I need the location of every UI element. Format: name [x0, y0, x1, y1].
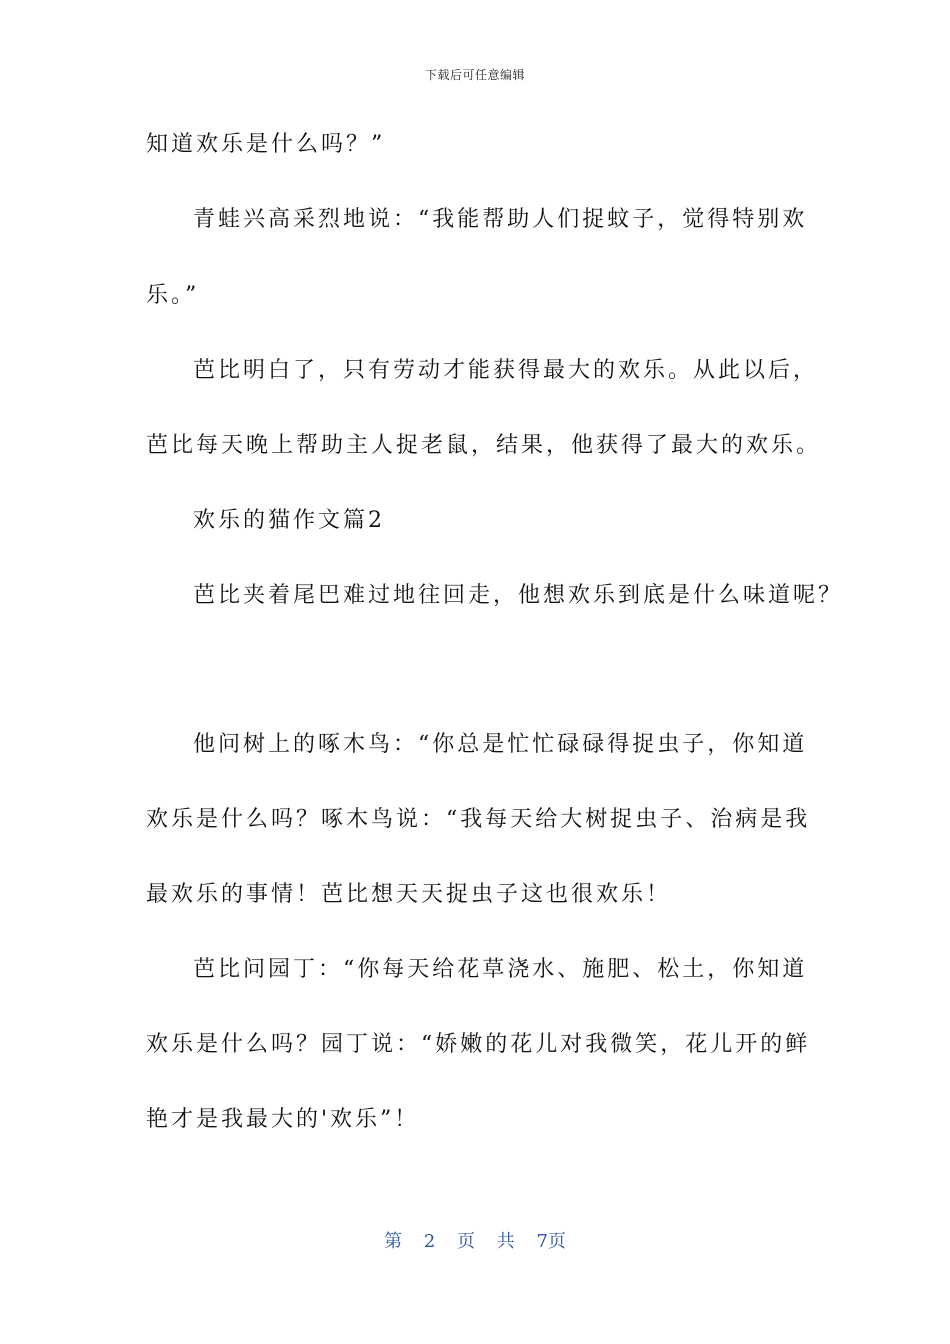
text-line: 最欢乐的事情！芭比想天天捉虫子这也很欢乐！ [146, 882, 672, 907]
text-line: 艳才是我最大的'欢乐”！ [146, 1107, 420, 1132]
text-line: 他问树上的啄木鸟：“你总是忙忙碌碌得捉虫子，你知道 [193, 732, 808, 757]
text-line: 芭比每天晚上帮助主人捉老鼠，结果，他获得了最大的欢乐。 [146, 433, 822, 458]
text-line: 欢乐是什么吗？啄木鸟说：“我每天给大树捉虫子、治病是我 [146, 807, 811, 832]
text-line: 知道欢乐是什么吗？” [146, 132, 386, 157]
footer-label-gong: 共 [496, 1231, 515, 1252]
text-line: 欢乐是什么吗？园丁说：“娇嫩的花儿对我微笑，花儿开的鲜 [146, 1032, 811, 1057]
text-line: 芭比问园丁：“你每天给花草浇水、施肥、松土，你知道 [193, 957, 808, 982]
text-line: 乐。” [146, 283, 200, 308]
text-line: 青蛙兴高采烈地说：“我能帮助人们捉蚊子，觉得特别欢 [193, 207, 808, 232]
text-line: 芭比夹着尾巴难过地往回走，他想欢乐到底是什么味道呢？ [193, 583, 844, 608]
footer-current-page: 2 [423, 1231, 436, 1252]
footer-label-ye: 页 [457, 1231, 475, 1252]
footer-label-di: 第 [384, 1231, 403, 1252]
footer-total-pages: 7页 [536, 1231, 566, 1252]
page-number-footer [0, 1227, 950, 1253]
header-note: 下载后可任意编辑 [424, 68, 525, 82]
section-heading: 欢乐的猫作文篇2 [193, 508, 385, 533]
text-line: 芭比明白了，只有劳动才能获得最大的欢乐。从此以后， [193, 358, 819, 383]
